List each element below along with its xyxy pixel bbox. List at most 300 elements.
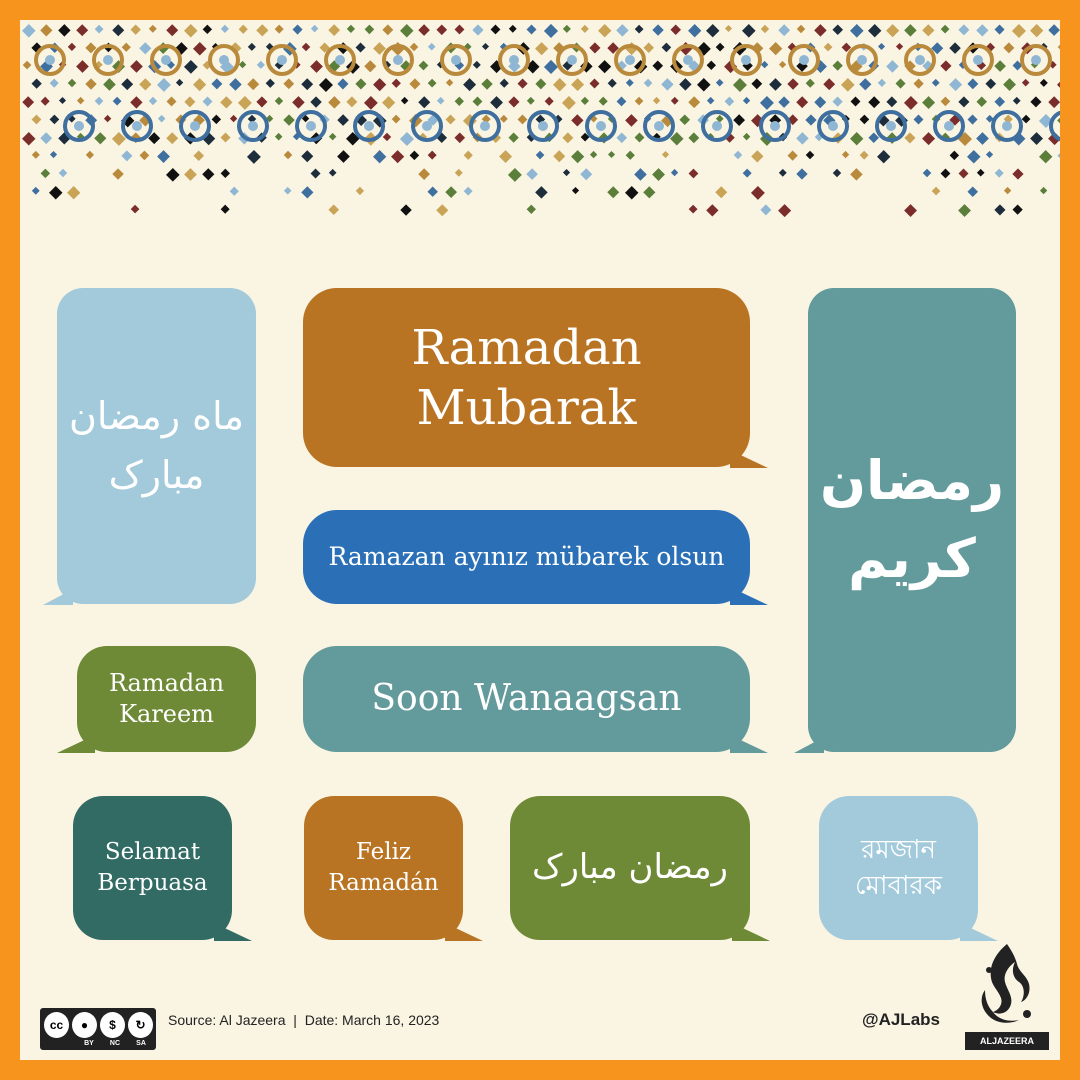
pattern-tile — [31, 78, 41, 88]
pattern-tile — [382, 96, 395, 109]
pattern-tile — [652, 60, 663, 71]
pattern-tile — [833, 169, 841, 177]
pattern-rosette-center — [712, 121, 722, 131]
pattern-tile — [958, 96, 969, 107]
pattern-tile — [995, 25, 1005, 35]
pattern-tile — [608, 151, 615, 158]
pattern-tile — [1040, 79, 1048, 87]
pattern-tile — [328, 24, 340, 36]
pattern-tile — [301, 78, 313, 90]
pattern-tile — [392, 79, 401, 88]
greeting-malay-bubble — [73, 796, 232, 940]
pattern-tile — [365, 25, 375, 35]
pattern-tile — [239, 25, 248, 34]
pattern-tile — [427, 186, 437, 196]
pattern-tile — [50, 151, 57, 158]
pattern-rosette-center — [103, 55, 113, 65]
pattern-tile — [1030, 96, 1041, 107]
pattern-tile — [445, 186, 457, 198]
pattern-tile — [922, 24, 934, 36]
pattern-tile — [40, 132, 52, 144]
pattern-tile — [877, 150, 890, 163]
pattern-tile — [562, 132, 573, 143]
pattern-tile — [707, 61, 716, 70]
pattern-tile — [553, 150, 565, 162]
pattern-rosette-center — [451, 55, 461, 65]
pattern-tile — [995, 169, 1004, 178]
sa-share-alike-icon: ↻ — [128, 1012, 153, 1038]
pattern-rosette-center — [567, 55, 577, 65]
pattern-tile — [85, 78, 96, 89]
ajlabs-handle: @AJLabs — [862, 1010, 940, 1029]
pattern-tile — [662, 43, 672, 53]
pattern-tile — [806, 79, 815, 88]
pattern-tile — [95, 97, 104, 106]
pattern-tile — [50, 79, 59, 88]
pattern-rosette-center — [973, 55, 983, 65]
pattern-tile — [527, 205, 536, 214]
pattern-rosette-center — [74, 121, 84, 131]
pattern-rosette-center — [335, 55, 345, 65]
by-person-icon: ● — [72, 1012, 97, 1038]
pattern-tile — [751, 150, 763, 162]
pattern-tile — [301, 150, 313, 162]
pattern-rosette-center — [654, 121, 664, 131]
pattern-tile — [743, 97, 750, 104]
pattern-tile — [356, 43, 366, 53]
pattern-tile — [203, 97, 213, 107]
pattern-tile — [976, 96, 987, 107]
pattern-tile — [247, 150, 261, 164]
pattern-tile — [1057, 150, 1060, 160]
pattern-tile — [1048, 24, 1060, 36]
pattern-tile — [949, 42, 961, 54]
pattern-rosette-center — [799, 55, 809, 65]
pattern-tile — [221, 205, 230, 214]
pattern-tile — [32, 115, 42, 125]
pattern-tile — [625, 186, 638, 199]
pattern-tile — [508, 168, 522, 182]
cc-nc-label: NC — [109, 1040, 121, 1047]
pattern-tile — [392, 115, 401, 124]
pattern-rosette-center — [190, 121, 200, 131]
pattern-rosette-center — [857, 55, 867, 65]
pattern-tile — [428, 151, 437, 160]
greeting-spanish-text: Feliz Ramadán — [328, 838, 439, 896]
pattern-tile — [41, 169, 51, 179]
pattern-tile — [130, 96, 142, 108]
pattern-tile — [958, 24, 969, 35]
pattern-rosette-center — [364, 121, 374, 131]
pattern-tile — [806, 151, 815, 160]
pattern-tile — [643, 186, 655, 198]
pattern-tile — [914, 79, 924, 89]
pattern-tile — [491, 25, 501, 35]
pattern-tile — [635, 133, 645, 143]
pattern-tile — [796, 96, 808, 108]
pattern-tile — [419, 61, 429, 71]
pattern-tile — [391, 150, 404, 163]
pattern-tile — [1057, 78, 1060, 92]
pattern-tile — [203, 25, 212, 34]
pattern-tile — [157, 150, 170, 163]
pattern-tile — [562, 96, 576, 110]
poster-canvas — [20, 20, 1060, 1060]
pattern-tile — [473, 61, 481, 69]
pattern-tile — [122, 43, 131, 52]
pattern-tile — [283, 114, 294, 125]
pattern-tile — [490, 96, 503, 109]
pattern-tile — [563, 25, 571, 33]
aljazeera-calligraphy-icon — [965, 940, 1049, 1032]
pattern-rosette-center — [45, 55, 55, 65]
pattern-tile — [166, 132, 178, 144]
pattern-tile — [77, 97, 84, 104]
pattern-tile — [229, 78, 242, 91]
greeting-ramadan-kareem-bubble — [77, 646, 256, 752]
pattern-tile — [535, 186, 548, 199]
pattern-tile — [878, 43, 885, 50]
pattern-tile — [958, 204, 971, 217]
pattern-tile — [400, 24, 413, 37]
pattern-tile — [58, 24, 70, 36]
pattern-tile — [598, 24, 611, 37]
pattern-tile — [193, 42, 207, 56]
greeting-turkish-text: Ramazan ayınız mübarek olsun — [328, 541, 725, 571]
pattern-rosette-center — [683, 55, 693, 65]
pattern-tile — [787, 78, 798, 89]
pattern-rosette-center — [248, 121, 258, 131]
pattern-tile — [716, 43, 725, 52]
pattern-tile — [319, 78, 333, 92]
pattern-tile — [842, 151, 849, 158]
pattern-tile — [329, 133, 336, 140]
pattern-tile — [904, 204, 917, 217]
pattern-tile — [139, 78, 151, 90]
greeting-spanish-bubble — [304, 796, 463, 940]
pattern-tile — [337, 150, 350, 163]
pattern-tile — [652, 168, 665, 181]
pattern-tile — [922, 96, 935, 109]
pattern-tile — [778, 24, 790, 36]
pattern-tile — [356, 187, 364, 195]
pattern-tile — [221, 133, 231, 143]
pattern-tile — [455, 25, 465, 35]
pattern-tile — [616, 24, 628, 36]
pattern-rosette-center — [277, 55, 287, 65]
nc-dollar-icon: $ — [100, 1012, 125, 1038]
pattern-tile — [436, 24, 447, 35]
creative-commons-by-nc-sa-icon — [40, 1008, 156, 1050]
pattern-tile — [635, 97, 644, 106]
greeting-urdu-bubble — [510, 796, 750, 940]
pattern-tile — [977, 169, 985, 177]
pattern-tile — [742, 24, 756, 38]
pattern-tile — [733, 114, 745, 126]
pattern-tile — [535, 42, 548, 55]
pattern-tile — [373, 78, 386, 91]
pattern-tile — [967, 78, 978, 89]
pattern-rosette-center — [161, 55, 171, 65]
pattern-rosette-center — [770, 121, 780, 131]
pattern-tile — [833, 97, 843, 107]
pattern-tile — [248, 43, 256, 51]
pattern-tile — [500, 79, 509, 88]
pattern-tile — [932, 79, 940, 87]
pattern-tile — [527, 25, 537, 35]
pattern-tile — [211, 78, 222, 89]
pattern-tile — [968, 115, 978, 125]
pattern-tile — [266, 79, 275, 88]
pattern-tile — [743, 169, 752, 178]
pattern-tile — [400, 132, 414, 146]
pattern-tile — [68, 79, 77, 88]
cc-by-label: BY — [84, 1040, 94, 1047]
pattern-tile — [590, 79, 600, 89]
pattern-tile — [859, 78, 871, 90]
pattern-tile — [67, 186, 80, 199]
pattern-tile — [464, 187, 473, 196]
pattern-tile — [139, 42, 151, 54]
pattern-tile — [886, 96, 897, 107]
pattern-tile — [626, 151, 635, 160]
greeting-urdu-text: رمضان مبارک — [532, 847, 728, 888]
pattern-tile — [914, 115, 924, 125]
pattern-tile — [310, 96, 321, 107]
pattern-tile — [446, 115, 456, 125]
pattern-tile — [302, 43, 311, 52]
greeting-persian-bubble — [57, 288, 256, 604]
pattern-tile — [518, 79, 528, 89]
pattern-tile — [544, 24, 558, 38]
pattern-tile — [706, 204, 718, 216]
pattern-tile — [247, 78, 259, 90]
pattern-tile — [409, 78, 420, 89]
pattern-tile — [779, 61, 786, 68]
pattern-tile — [130, 24, 140, 34]
pattern-rosette-center — [509, 55, 519, 65]
pattern-tile — [104, 115, 111, 122]
pattern-tile — [959, 169, 969, 179]
pattern-tile — [778, 204, 791, 217]
pattern-tile — [68, 43, 76, 51]
pattern-rosette-center — [219, 55, 229, 65]
pattern-tile — [985, 78, 996, 89]
pattern-tile — [625, 114, 638, 127]
pattern-tile — [563, 169, 570, 176]
pattern-tile — [986, 151, 993, 158]
pattern-tile — [230, 115, 237, 122]
pattern-tile — [850, 24, 864, 38]
pattern-tile — [293, 25, 303, 35]
pattern-tile — [544, 60, 558, 74]
pattern-tile — [688, 96, 700, 108]
pattern-rosette-center — [132, 121, 142, 131]
pattern-tile — [689, 205, 698, 214]
pattern-tile — [230, 187, 239, 196]
pattern-tile — [679, 114, 690, 125]
pattern-tile — [454, 132, 465, 143]
pattern-tile — [832, 60, 842, 70]
pattern-tile — [418, 168, 430, 180]
pattern-tile — [202, 168, 214, 180]
pattern-tile — [571, 150, 584, 163]
pattern-rosette-center — [393, 55, 403, 65]
pattern-tile — [941, 25, 950, 34]
pattern-tile — [896, 43, 903, 50]
pattern-tile — [941, 169, 951, 179]
pattern-tile — [1058, 43, 1060, 52]
pattern-tile — [904, 96, 918, 110]
pattern-tile — [751, 186, 765, 200]
pattern-tile — [1030, 132, 1043, 145]
greeting-ramadan-mubarak-text: Ramadan Mubarak — [411, 319, 642, 436]
pattern-tile — [410, 151, 420, 161]
pattern-tile — [689, 169, 699, 179]
pattern-tile — [994, 204, 1005, 215]
pattern-tile — [778, 96, 790, 108]
pattern-tile — [760, 96, 774, 110]
pattern-tile — [455, 97, 464, 106]
pattern-rosette-center — [828, 121, 838, 131]
pattern-tile — [112, 24, 124, 36]
pattern-tile — [364, 96, 378, 110]
pattern-tile — [481, 78, 492, 89]
greeting-arabic-text: رمضان كريم — [819, 448, 1005, 590]
pattern-tile — [571, 78, 584, 91]
pattern-tile — [1022, 115, 1031, 124]
pattern-tile — [688, 24, 701, 37]
pattern-tile — [653, 97, 660, 104]
pattern-tile — [184, 60, 198, 74]
pattern-tile — [590, 151, 597, 158]
pattern-tile — [275, 25, 284, 34]
pattern-tile — [527, 97, 535, 105]
pattern-rosette-center — [1002, 121, 1012, 131]
pattern-tile — [797, 25, 806, 34]
pattern-tile — [851, 97, 861, 107]
pattern-tile — [275, 133, 283, 141]
aljazeera-logo — [965, 940, 1049, 1050]
pattern-tile — [761, 25, 769, 33]
pattern-tile — [644, 79, 653, 88]
pattern-tile — [157, 78, 171, 92]
pattern-tile — [149, 25, 157, 33]
pattern-tile — [220, 96, 232, 108]
pattern-tile — [499, 150, 512, 163]
pattern-tile — [112, 168, 123, 179]
pattern-tile — [437, 97, 445, 105]
pattern-tile — [976, 132, 989, 145]
pattern-tile — [257, 61, 265, 69]
pattern-tile — [410, 43, 419, 52]
pattern-tile — [239, 61, 246, 68]
pattern-tile — [553, 78, 566, 91]
pattern-tile — [526, 168, 538, 180]
pattern-tile — [400, 204, 411, 215]
pattern-tile — [23, 61, 32, 70]
pattern-tile — [86, 151, 94, 159]
pattern-tile — [769, 42, 782, 55]
pattern-tile — [1012, 168, 1023, 179]
pattern-tile — [599, 97, 608, 106]
pattern-tile — [166, 168, 180, 182]
pattern-tile — [715, 186, 727, 198]
pattern-tile — [734, 151, 742, 159]
pattern-tile — [904, 132, 915, 143]
pattern-tile — [626, 79, 634, 87]
pattern-tile — [796, 132, 808, 144]
pattern-tile — [922, 132, 935, 145]
pattern-tile — [428, 43, 436, 51]
pattern-tile — [725, 25, 732, 32]
greeting-malay-text: Selamat Berpuasa — [97, 838, 208, 896]
pattern-tile — [22, 132, 35, 145]
pattern-tile — [967, 186, 978, 197]
pattern-tile — [284, 151, 293, 160]
pattern-tile — [671, 169, 678, 176]
greeting-somali-bubble — [303, 646, 750, 752]
pattern-tile — [184, 96, 195, 107]
pattern-tile — [769, 78, 782, 91]
pattern-tile — [661, 78, 673, 90]
pattern-tile — [518, 115, 528, 125]
pattern-tile — [1013, 97, 1021, 105]
pattern-tile — [707, 97, 714, 104]
pattern-tile — [482, 43, 489, 50]
pattern-tile — [697, 78, 711, 92]
pattern-tile — [283, 78, 294, 89]
pattern-tile — [860, 151, 869, 160]
pattern-tile — [508, 132, 518, 142]
pattern-tile — [814, 24, 827, 37]
pattern-tile — [463, 78, 476, 91]
pattern-tile — [950, 151, 959, 160]
pattern-tile — [418, 96, 430, 108]
pattern-tile — [617, 97, 627, 107]
pattern-tile — [949, 78, 962, 91]
pattern-tile — [130, 60, 143, 73]
pattern-tile — [311, 169, 321, 179]
pattern-tile — [886, 60, 899, 73]
pattern-tile — [832, 24, 843, 35]
pattern-tile — [167, 97, 177, 107]
greeting-arabic-bubble — [808, 288, 1016, 752]
greeting-somali-text: Soon Wanaagsan — [371, 678, 682, 720]
pattern-rosette-center — [538, 121, 548, 131]
pattern-tile — [284, 187, 292, 195]
pattern-tile — [1003, 42, 1014, 53]
pattern-tile — [355, 78, 366, 89]
pattern-tile — [472, 24, 483, 35]
pattern-tile — [193, 78, 206, 91]
pattern-tile — [311, 25, 318, 32]
pattern-tile — [221, 25, 229, 33]
pattern-tile — [923, 169, 932, 178]
pattern-tile — [149, 97, 157, 105]
pattern-tile — [670, 24, 681, 35]
pattern-tile — [166, 24, 178, 36]
pattern-rosette-center — [422, 121, 432, 131]
pattern-tile — [1003, 78, 1016, 91]
cc-sa-label: SA — [136, 1040, 146, 1047]
pattern-tile — [886, 24, 899, 37]
pattern-tile — [733, 78, 747, 92]
pattern-tile — [688, 132, 699, 143]
footer — [20, 1000, 1060, 1060]
pattern-tile — [275, 97, 283, 105]
pattern-tile — [994, 60, 1006, 72]
